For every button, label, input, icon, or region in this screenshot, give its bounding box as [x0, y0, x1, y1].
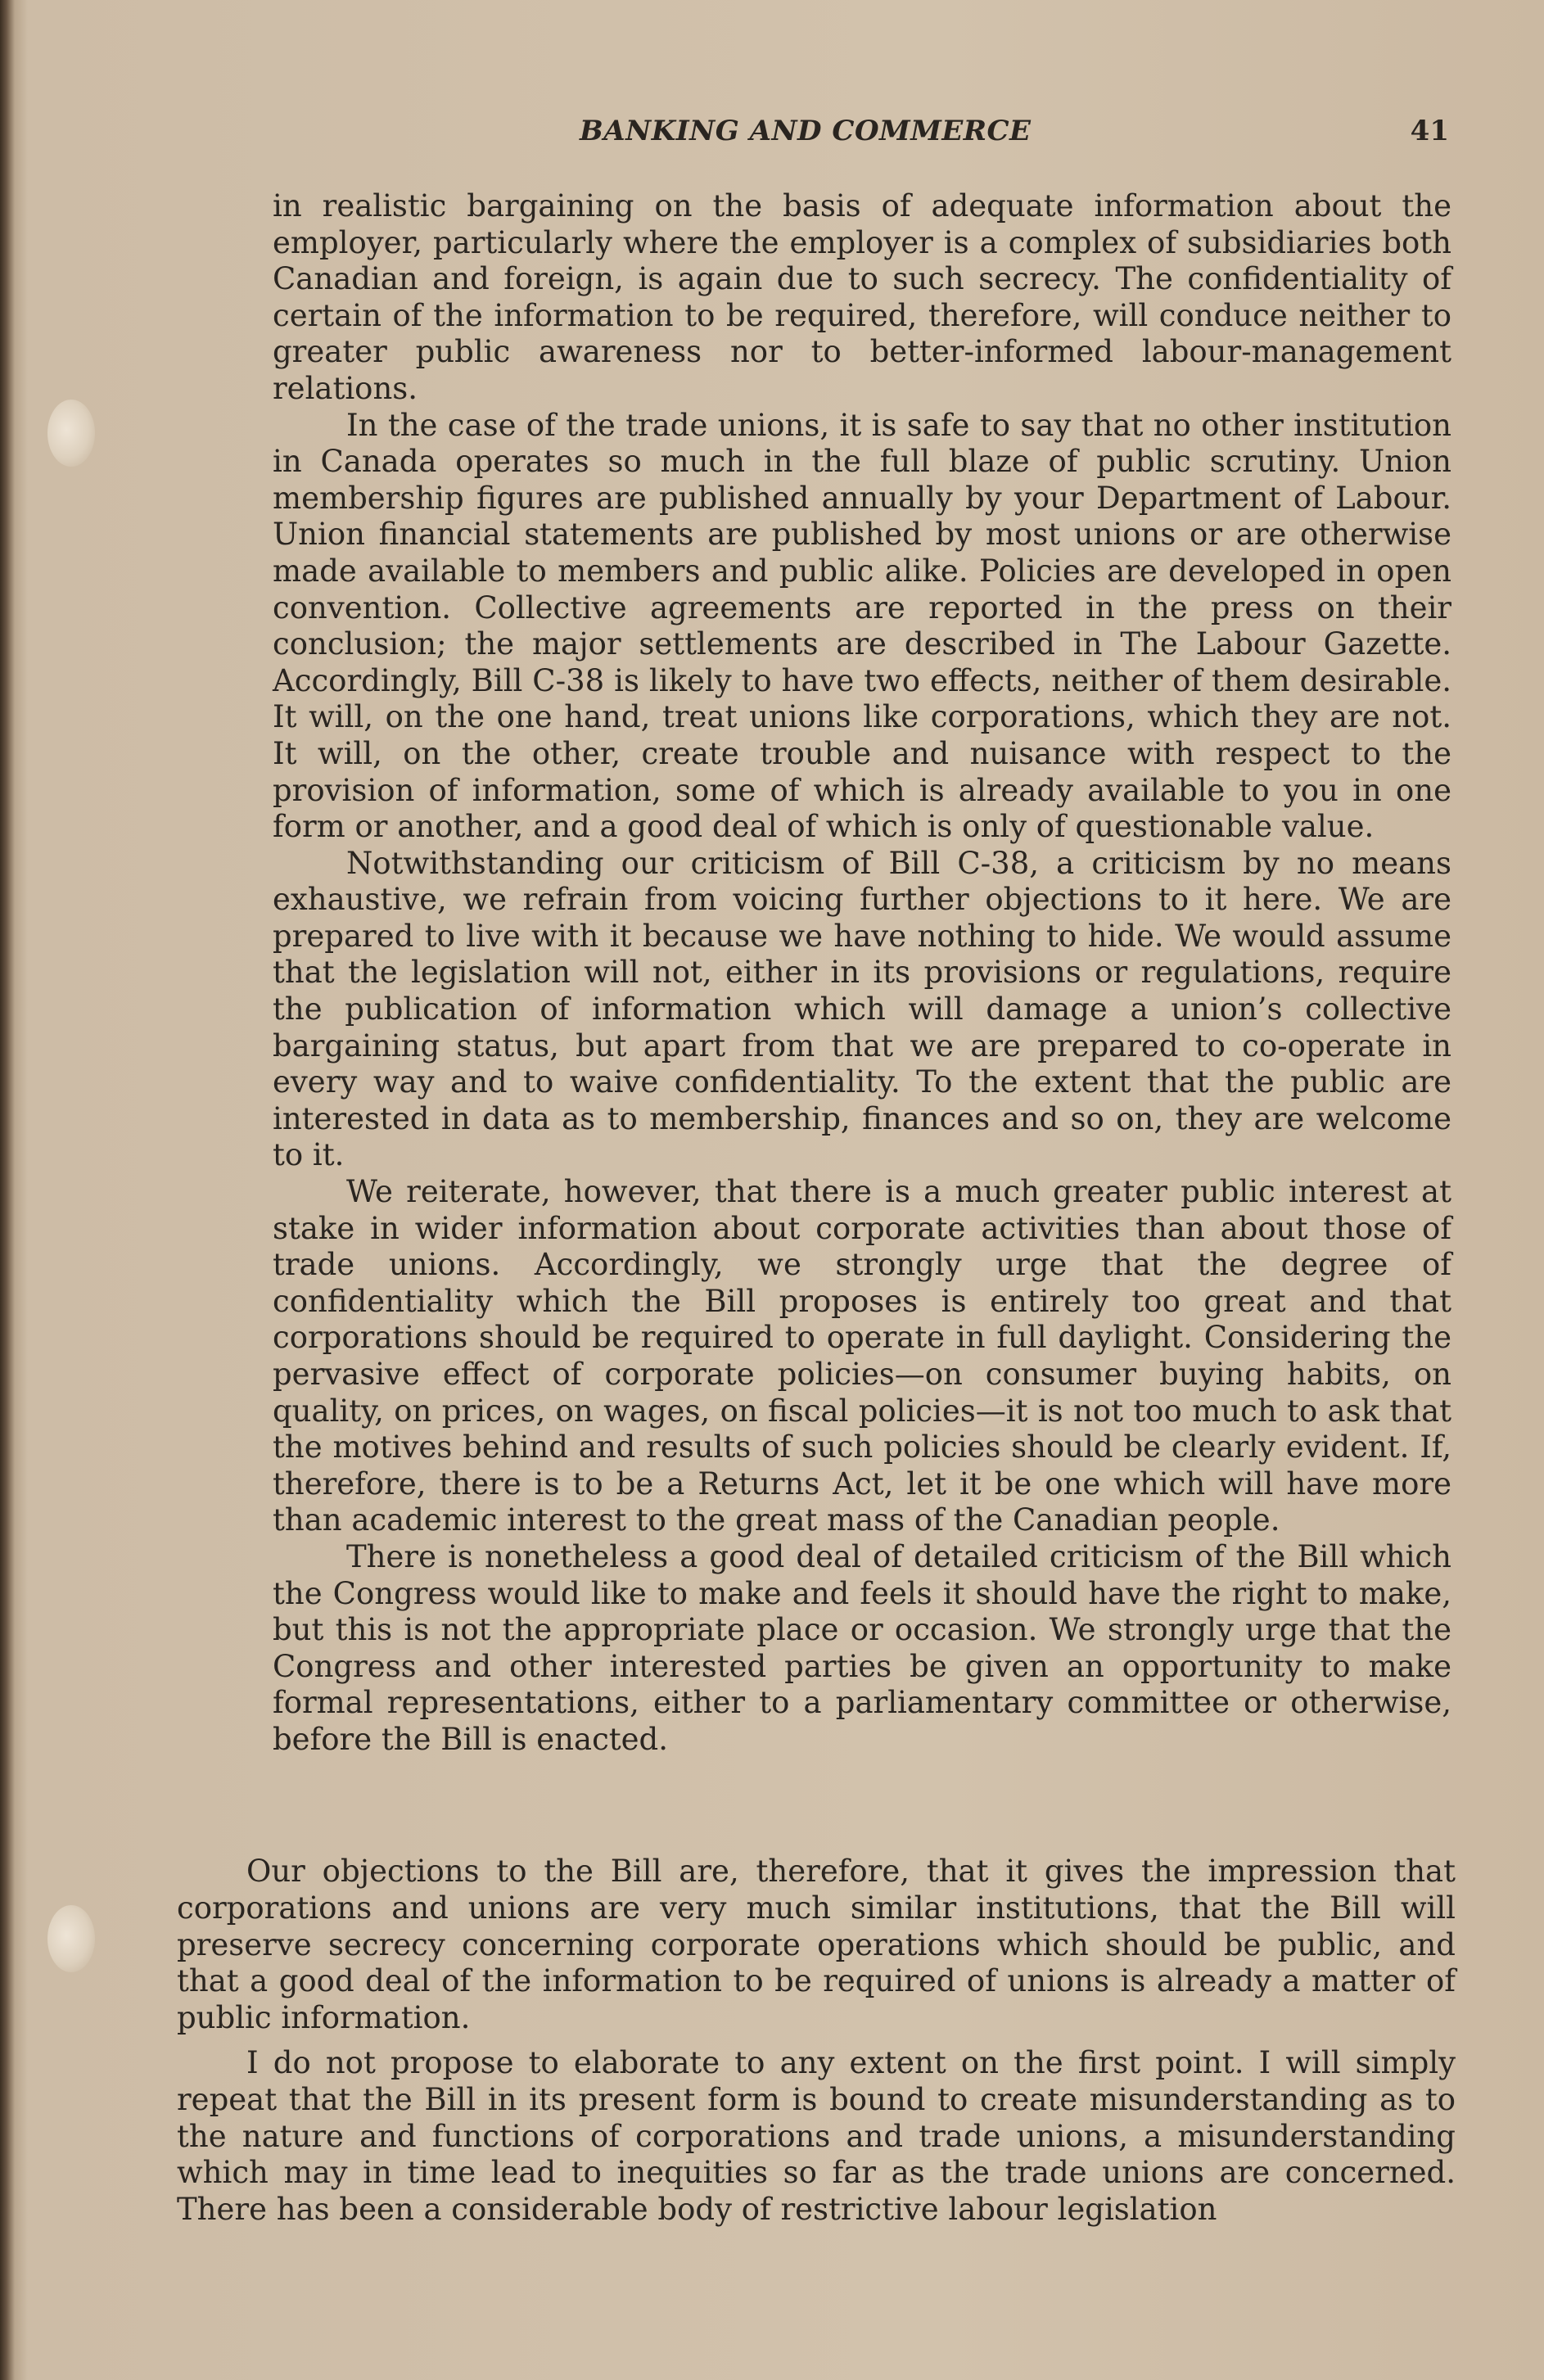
paragraph: I do not propose to elaborate to any extent on the first point. I will simply repeat that the Bill in its present form is bound to create misunderstanding as to the nature and functions of corporations and trade unions, a misunderstanding which may in time lead to inequities so far as the trade unions are concerned. There has been a considerable body of restrictive labour legislation [177, 2044, 1456, 2228]
binder-hole [47, 400, 95, 467]
running-title: BANKING AND COMMERCE [580, 115, 1032, 147]
paragraph: Notwithstanding our criticism of Bill C-38, a criticism by no means exhaustive, we refrain from voicing further objections to it here. We are prepared to live with it because we have nothing to hide. We would assume that the legislation will not, either in its provisions or regulations, require the publication of information which will damage a union’s collective bargaining status, but apart from that we are prepared to co-operate in every way and to waive confidentiality. To the extent that the public are interested in data as to membership, finances and so on, they are welcome to it. [273, 845, 1451, 1173]
paragraph: There is nonetheless a good deal of detailed criticism of the Bill which the Congress would like to make and feels it should have the right to make, but this is not the appropriate place or occasion. We strongly urge that the Congress and other interested parties be given an opportunity to make formal representations, either to a parliamentary committee or otherwise, before the Bill is enacted. [273, 1538, 1451, 1757]
binder-hole [47, 1905, 95, 1972]
paragraph: In the case of the trade unions, it is safe to say that no other institution in Canada operates so much in the full blaze of public scrutiny. Union membership figures are published annually by your Department of Labour. Union financial statements are published by most unions or are otherwise made available to members and public alike. Policies are developed in open convention. Collective agreements are reported in the press on their conclusion; the major settlements are described in The Labour Gazette. Accordingly, Bill C-38 is likely to have two effects, neither of them desirable. It will, on the one hand, treat unions like corporations, which they are not. It will, on the other, create trouble and nuisance with respect to the provision of information, some of which is already available to you in one form or another, and a good deal of which is only of questionable value. [273, 407, 1451, 845]
page-number: 41 [1410, 115, 1449, 147]
quoted-brief [273, 188, 1451, 1759]
paragraph: in realistic bargaining on the basis of adequate information about the employer, particularly where the employer is a complex of subsidiaries both Canadian and foreign, is again due to such secrecy. The confidentiality of certain of the information to be required, therefore, will conduce neither to greater public awareness nor to better-informed labour-management relations. [273, 188, 1451, 406]
paragraph: We reiterate, however, that there is a much greater public interest at stake in wider information about corporate activities than about those of trade unions. Accordingly, we strongly urge that the degree of confidentiality which the Bill proposes is entirely too great and that corporations should be required to operate in full daylight. Considering the pervasive effect of corporate policies—on consumer buying habits, on quality, on prices, on wages, on fiscal policies—it is not too much to ask that the motives behind and results of such policies should be clearly evident. If, therefore, there is to be a Returns Act, let it be one which will have more than academic interest to the great mass of the Canadian people. [273, 1174, 1451, 1538]
paragraph: Our objections to the Bill are, therefore, that it gives the impression that corporations and unions are very much similar institutions, that the Bill will preserve secrecy concerning corporate operations which should be public, and that a good deal of the information to be required of unions is already a matter of public information. [177, 1854, 1456, 2036]
page-header [270, 115, 1449, 159]
body-text [177, 1854, 1456, 2237]
